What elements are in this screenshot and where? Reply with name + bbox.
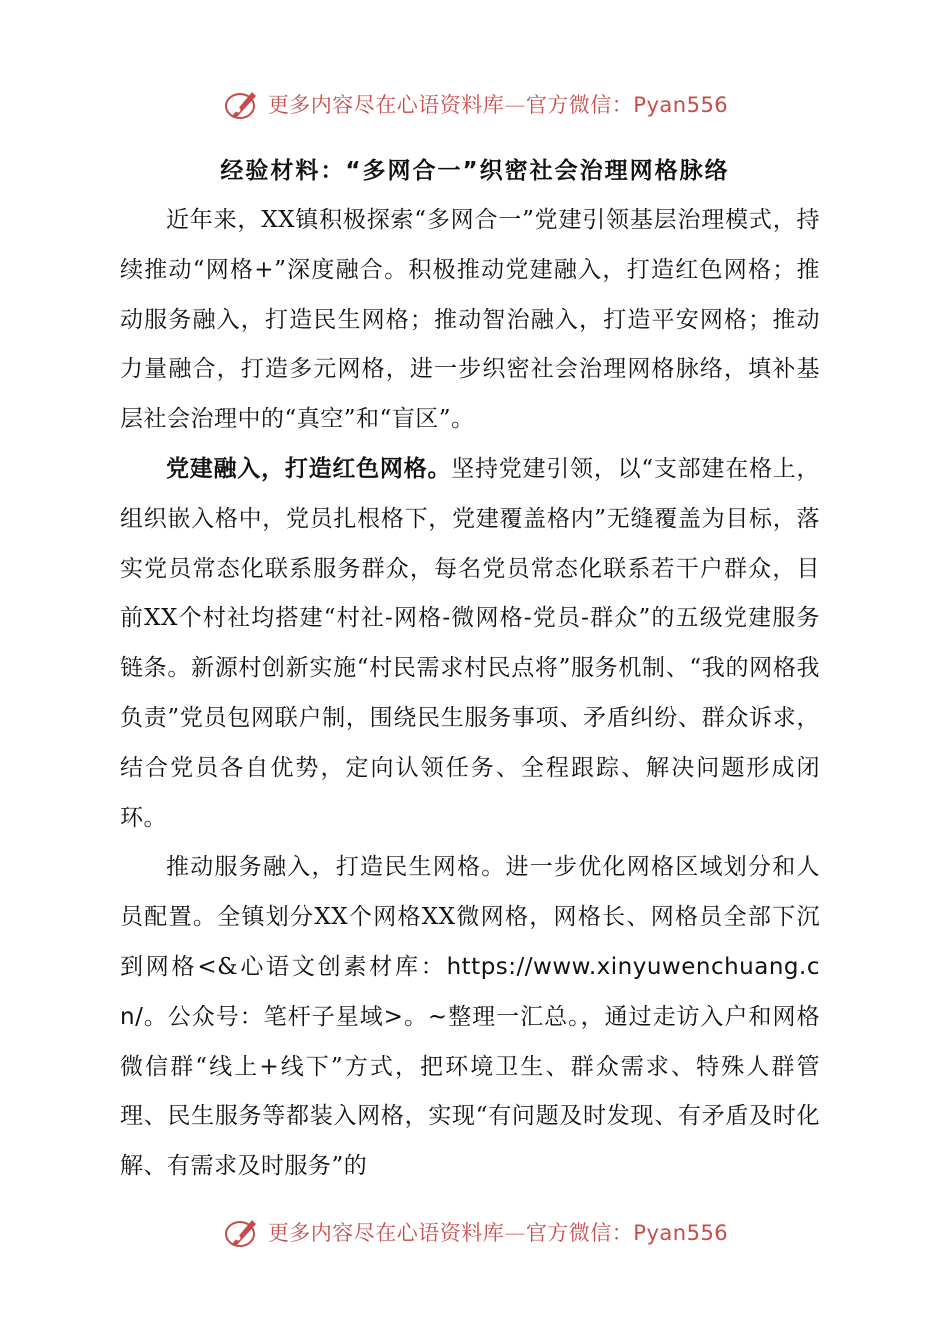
pen-nib-logo-icon bbox=[222, 1214, 262, 1250]
paragraph-livelihood-grid: 推动服务融入，打造民生网格。进一步优化网格区域划分和人员配置。全镇划分XX个网格XX微网格，网格长、网格员全部下沉到网格<&心语文创素材库：https://www.xinyuwenchuang.cn/。公众号：笔杆子星域>。~整理一汇总。，通过走访入户和网格微信群“线上+线下”方式，把环境卫生、群众需求、特殊人群管理、民生服务等都装入网格，实现“有问题及时发现、有矛盾及时化解、有需求及时服务”的 bbox=[120, 854, 820, 1180]
paragraph-red-grid: 党建融入，打造红色网格。坚持党建引领，以“支部建在格上，组织嵌入格中，党员扎根格下，党建覆盖格内”无缝覆盖为目标，落实党员常态化联系服务群众，每名党员常态化联系若干户群众，目前XX个村社均搭建“村社-网格-微网格-党员-群众”的五级党建服务链条。新源村创新实施“村民需求村民点将”服务机制、“我的网格我负责”党员包网联户制，围绕民生服务事项、矛盾纠纷、群众诉求，结合党员各自优势，定向认领任务、全程跟踪、解决问题形成闭环。 bbox=[120, 455, 820, 831]
banner-text: 更多内容尽在心语资料库—官方微信：Pyan556 bbox=[267, 93, 729, 117]
document-body bbox=[120, 196, 820, 1192]
paragraph-intro: 近年来，XX镇积极探索“多网合一”党建引领基层治理模式，持续推动“网格+”深度融合。积极推动党建融入，打造红色网格；推动服务融入，打造民生网格；推动智治融入，打造平安网格；推动力量融合，打造多元网格，进一步织密社会治理网格脉络，填补基层社会治理中的“真空”和“盲区”。 bbox=[120, 207, 820, 433]
banner-text: 更多内容尽在心语资料库—官方微信：Pyan556 bbox=[267, 1221, 729, 1245]
pen-nib-logo-icon bbox=[222, 86, 262, 122]
footer-banner bbox=[0, 1212, 950, 1252]
document-title: 经验材料：“多网合一”织密社会治理网格脉络 bbox=[220, 158, 730, 184]
header-banner bbox=[0, 84, 950, 124]
source-url: https://www.xinyuwenchuang.cn/ bbox=[120, 953, 820, 1030]
paragraph-lead: 党建融入，打造红色网格。 bbox=[166, 455, 452, 482]
